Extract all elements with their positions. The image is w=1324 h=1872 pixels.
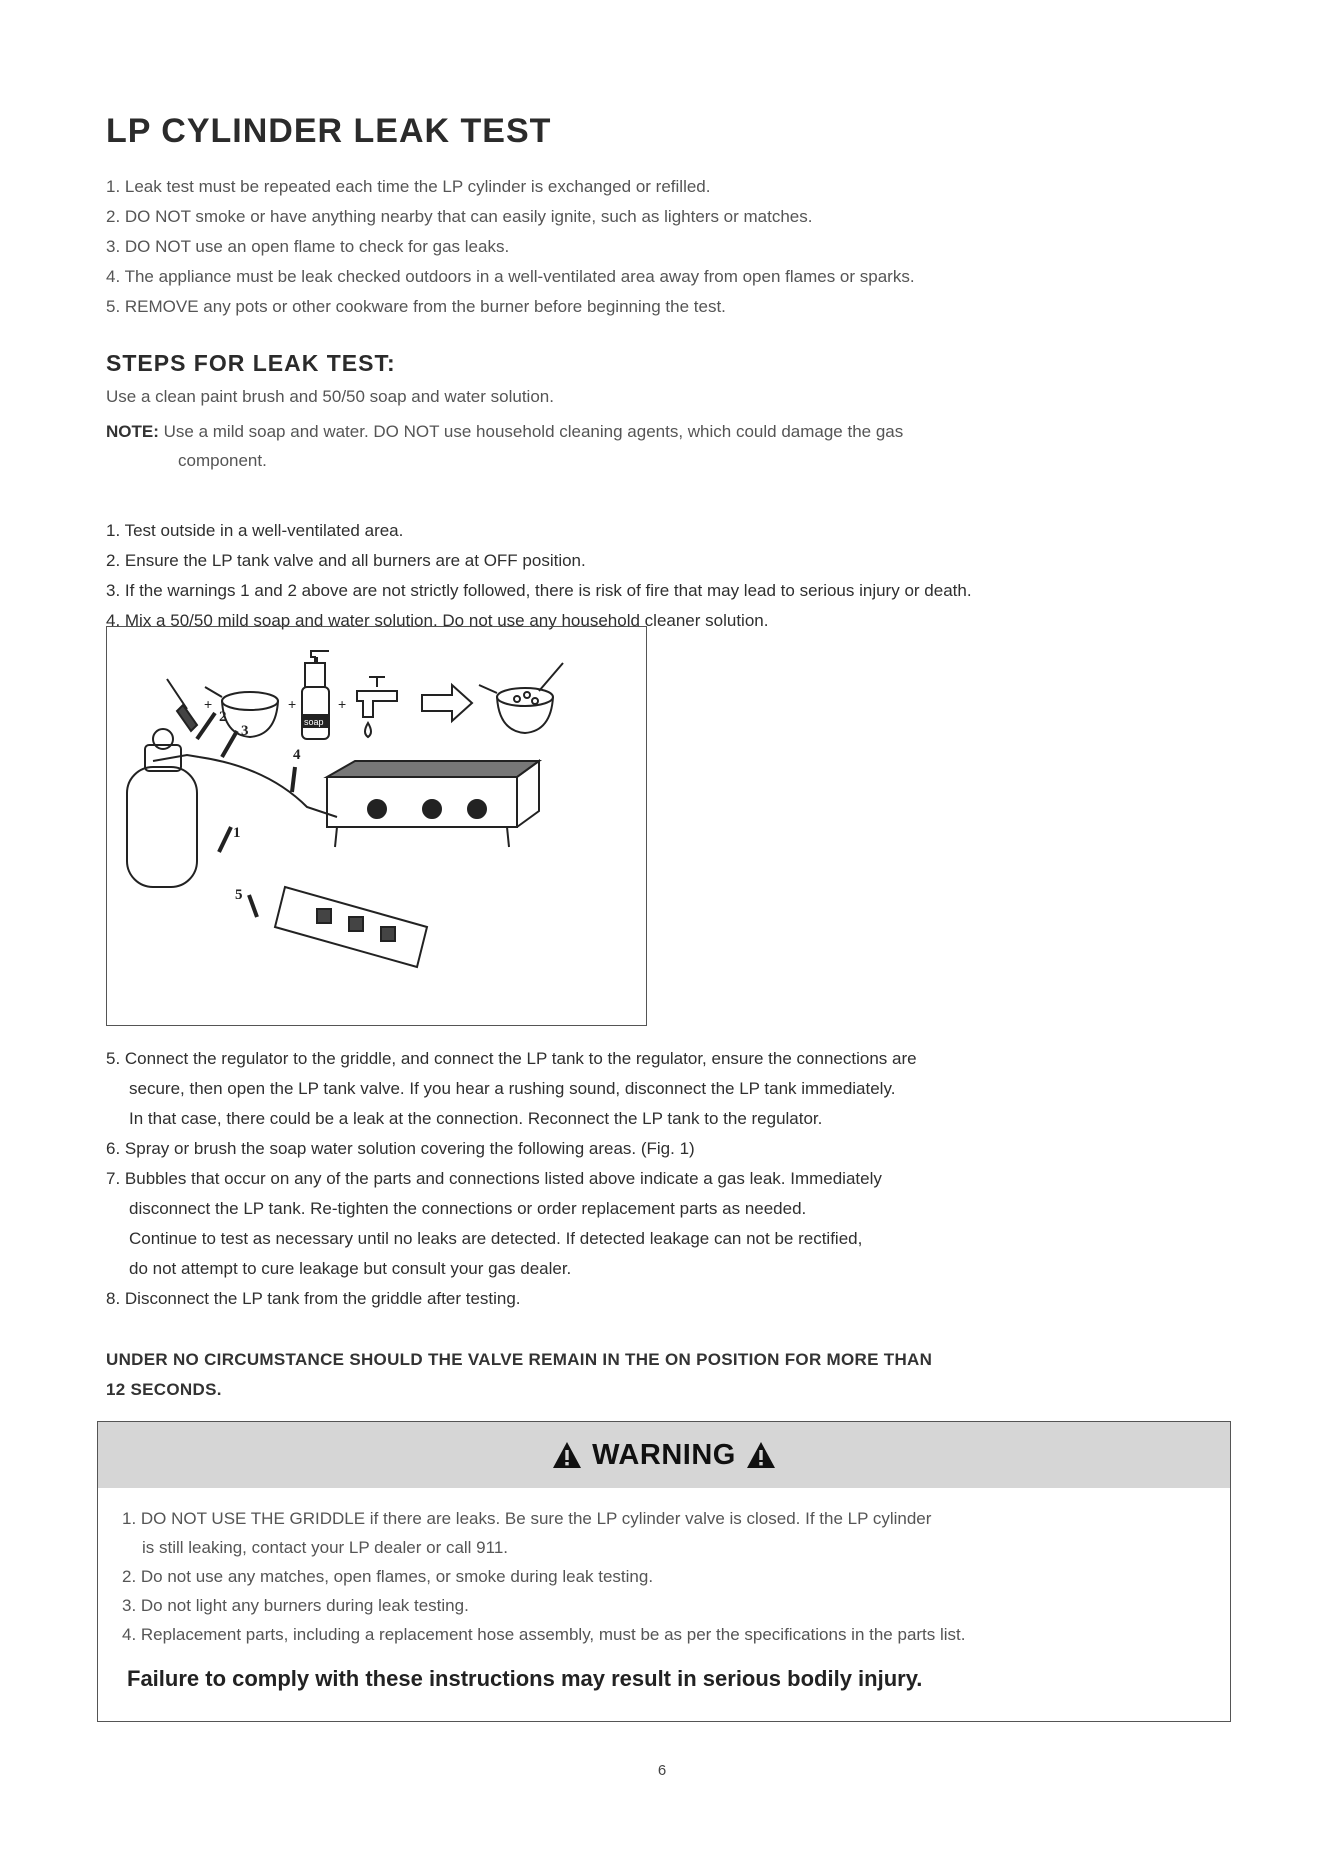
callout-4: 4 <box>293 747 301 763</box>
note-text: Use a mild soap and water. DO NOT use household cleaning agents, which could damage the gas <box>163 422 904 441</box>
intro-item: 4. The appliance must be leak checked outdoors in a well-ventilated area away from open flames or sparks. <box>106 267 915 286</box>
brush-callout-5 <box>249 895 257 917</box>
step-item: 3. If the warnings 1 and 2 above are not strictly followed, there is risk of fire that may lead to serious injury or death. <box>106 581 972 600</box>
griddle-icon <box>327 761 539 847</box>
warning-item: 2. Do not use any matches, open flames, or smoke during leak testing. <box>122 1567 654 1586</box>
faucet-icon <box>357 677 397 737</box>
warning-item-continued: is still leaking, contact your LP dealer or call 911. <box>142 1538 509 1557</box>
step-item: 8. Disconnect the LP tank from the griddle after testing. <box>106 1289 521 1308</box>
leak-test-illustration <box>107 627 648 1027</box>
step-item: 7. Bubbles that occur on any of the parts and connections listed above indicate a gas leak. Immediately <box>106 1169 882 1188</box>
intro-item: 2. DO NOT smoke or have anything nearby that can easily ignite, such as lighters or matches. <box>106 207 813 226</box>
mixed-bowl-icon <box>479 663 563 733</box>
gas-hose <box>199 757 337 817</box>
caution-line: UNDER NO CIRCUMSTANCE SHOULD THE VALVE REMAIN IN THE ON POSITION FOR MORE THAN <box>106 1350 933 1369</box>
note <box>106 417 1216 475</box>
svg-text:+: + <box>338 696 347 712</box>
step-item-continued: In that case, there could be a leak at the connection. Reconnect the LP tank to the regulator. <box>129 1109 823 1128</box>
svg-text:+: + <box>204 696 213 712</box>
lp-tank-icon <box>127 729 199 887</box>
step-item: 2. Ensure the LP tank valve and all burners are at OFF position. <box>106 551 586 570</box>
warning-footer: Failure to comply with these instructions may result in serious bodily injury. <box>127 1666 923 1691</box>
step-item-continued: disconnect the LP tank. Re-tighten the connections or order replacement parts as needed. <box>129 1199 807 1218</box>
step-item: 4. Mix a 50/50 mild soap and water solution. Do not use any household cleaner solution. <box>106 611 769 630</box>
intro-item: 3. DO NOT use an open flame to check for gas leaks. <box>106 237 510 256</box>
note-text-continued: component. <box>178 451 267 470</box>
leak-test-figure <box>106 626 647 1026</box>
soap-label: soap <box>304 717 324 727</box>
caution-line: 12 SECONDS. <box>106 1380 222 1399</box>
warning-box <box>97 1421 1231 1722</box>
brush-callout-4 <box>292 767 295 792</box>
brush-callout-3 <box>222 731 237 757</box>
steps-list-second <box>106 1044 917 1314</box>
callout-5: 5 <box>235 887 243 903</box>
steps-heading: STEPS FOR LEAK TEST: <box>106 350 396 376</box>
warning-item: 4. Replacement parts, including a replacement hose assembly, must be as per the specifications in the parts list. <box>122 1625 966 1644</box>
step-item-continued: do not attempt to cure leakage but consult your gas dealer. <box>129 1259 572 1278</box>
callout-1: 1 <box>233 825 241 841</box>
step-item: 5. Connect the regulator to the griddle, and connect the LP tank to the regulator, ensure the connections are <box>106 1049 917 1068</box>
step-item-continued: secure, then open the LP tank valve. If you hear a rushing sound, disconnect the LP tank immediately. <box>129 1079 896 1098</box>
paint-brush-icon <box>167 679 197 731</box>
warning-triangle-icon <box>746 1441 776 1469</box>
callout-3: 3 <box>241 723 249 739</box>
intro-item: 1. Leak test must be repeated each time the LP cylinder is exchanged or refilled. <box>106 177 711 196</box>
warning-item: 1. DO NOT USE THE GRIDDLE if there are leaks. Be sure the LP cylinder valve is closed. If the LP cylinder <box>122 1509 932 1528</box>
warning-item: 3. Do not light any burners during leak testing. <box>122 1596 469 1615</box>
step-item-continued: Continue to test as necessary until no leaks are detected. If detected leakage can not be rectified, <box>129 1229 863 1248</box>
page-title: LP CYLINDER LEAK TEST <box>106 112 552 150</box>
steps-list-first <box>106 516 972 636</box>
warning-title: WARNING <box>592 1438 736 1471</box>
step-item: 1. Test outside in a well-ventilated area. <box>106 521 404 540</box>
page-number: 6 <box>657 1762 667 1779</box>
brush-callout-1 <box>219 827 231 852</box>
warning-header <box>98 1422 1230 1488</box>
note-label: NOTE: <box>106 422 159 441</box>
intro-item: 5. REMOVE any pots or other cookware from the burner before beginning the test. <box>106 297 726 316</box>
brush-callout-2 <box>197 713 215 739</box>
warning-triangle-icon <box>552 1441 582 1469</box>
caution-text <box>106 1345 1216 1405</box>
arrow-icon <box>422 685 472 721</box>
burner-valve-detail <box>275 887 427 967</box>
supplies-text: Use a clean paint brush and 50/50 soap and water solution. <box>106 387 554 406</box>
callout-2: 2 <box>219 709 227 725</box>
svg-text:+: + <box>288 696 297 712</box>
warning-list <box>122 1504 966 1649</box>
intro-list <box>106 172 915 322</box>
step-item: 6. Spray or brush the soap water solution covering the following areas. (Fig. 1) <box>106 1139 695 1158</box>
